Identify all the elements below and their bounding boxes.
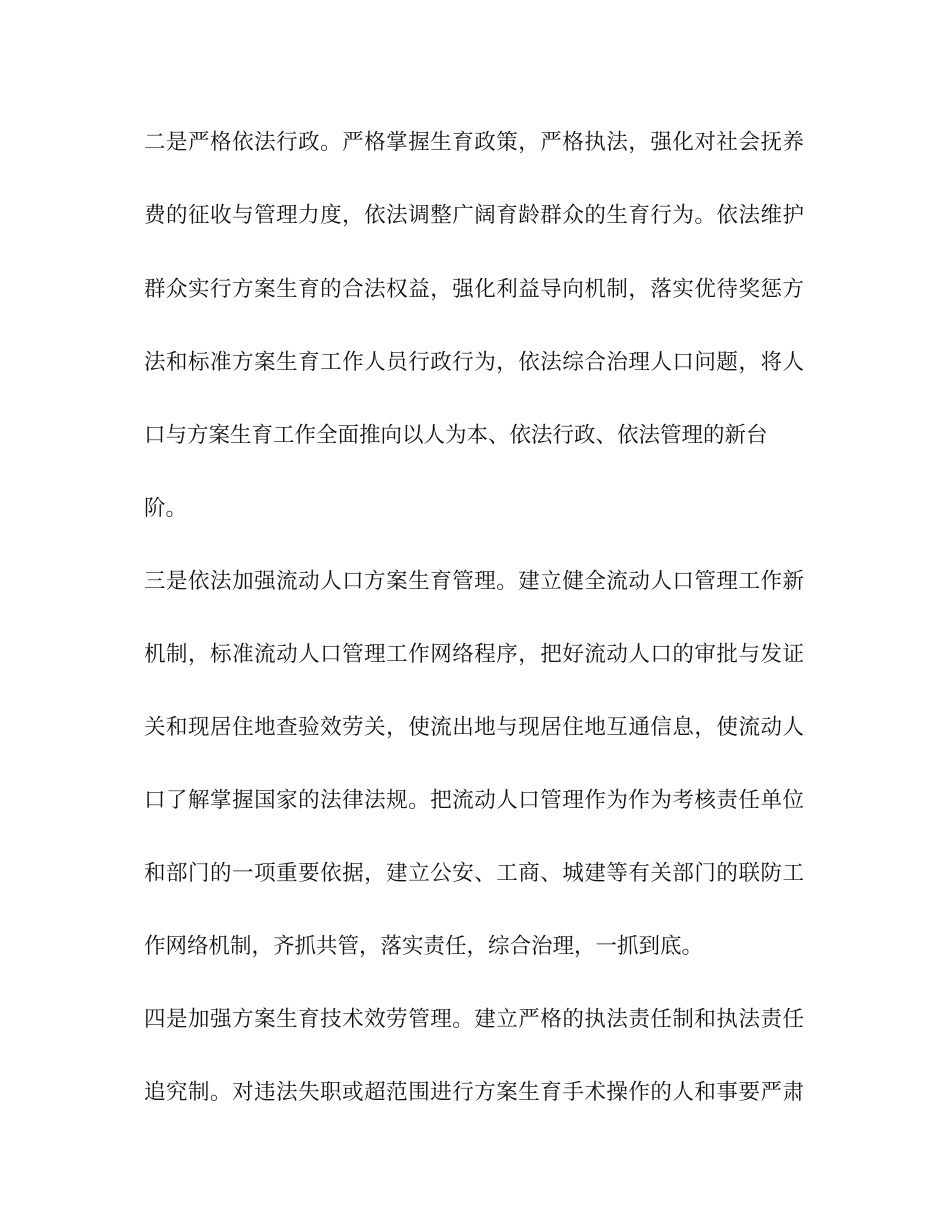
- paragraph-2-line-4: 法和标准方案生育工作人员行政行为，依法综合治理人口问题，将人: [144, 350, 804, 375]
- paragraph-2-line-2: 费的征收与管理力度，依法调整广阔育龄群众的生育行为。依法维护: [144, 203, 804, 228]
- paragraph-3-line-2: 机制，标准流动人口管理工作网络程序，把好流动人口的审批与发证: [144, 642, 804, 667]
- paragraph-3-line-6: 作网络机制，齐抓共管，落实责任，综合治理，一抓到底。: [144, 934, 704, 959]
- paragraph-2-line-3: 群众实行方案生育的合法权益，强化利益导向机制，落实优待奖惩方: [144, 277, 804, 302]
- paragraph-4-line-1: 四是加强方案生育技术效劳管理。建立严格的执法责任制和执法责任: [144, 1007, 804, 1032]
- paragraph-3-line-5: 和部门的一项重要依据，建立公安、工商、城建等有关部门的联防工: [144, 861, 804, 886]
- paragraph-2-line-6: 阶。: [144, 496, 188, 521]
- paragraph-4-line-2: 追究制。对违法失职或超范围进行方案生育手术操作的人和事要严肃: [144, 1080, 804, 1105]
- paragraph-3-line-3: 关和现居住地查验效劳关，使流出地与现居住地互通信息，使流动人: [144, 715, 804, 740]
- paragraph-3-line-1: 三是依法加强流动人口方案生育管理。建立健全流动人口管理工作新: [144, 569, 804, 594]
- paragraph-3-line-4: 口了解掌握国家的法律法规。把流动人口管理作为作为考核责任单位: [144, 788, 804, 813]
- paragraph-2-line-5: 口与方案生育工作全面推向以人为本、依法行政、依法管理的新台: [144, 423, 768, 448]
- paragraph-2-line-1: 二是严格依法行政。严格掌握生育政策，严格执法，强化对社会抚养: [144, 130, 804, 155]
